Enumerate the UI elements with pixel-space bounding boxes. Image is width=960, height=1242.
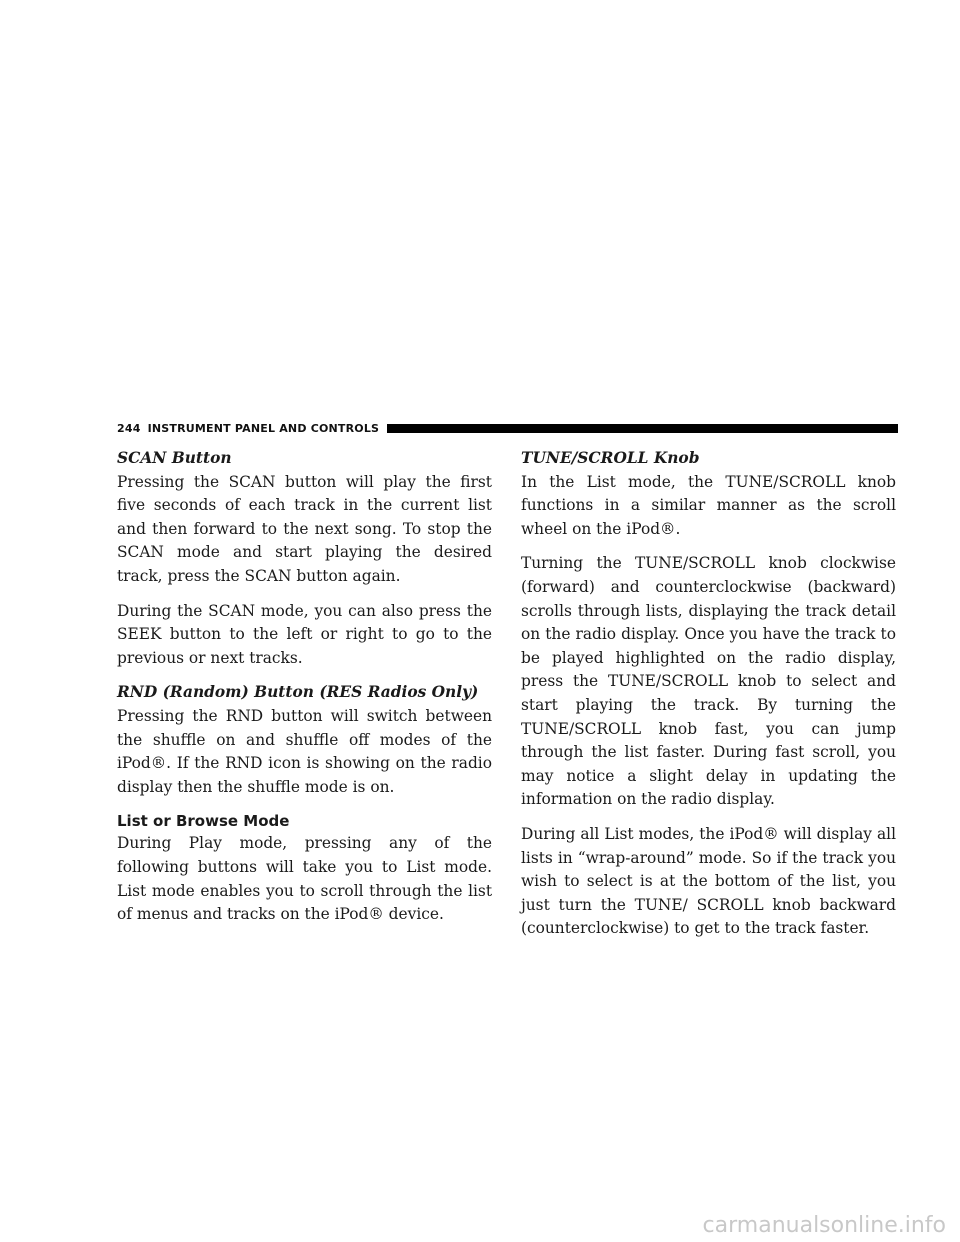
tune-paragraph-1: In the List mode, the TUNE/SCROLL knob functions in a similar manner as the scroll wheel on the iPod®. [521,472,896,538]
tune-paragraph-2: Turning the TUNE/SCROLL knob clockwise (forward) and counterclockwise (backward) scrolls through lists, displaying the track detail on the radio display. Once you have the track to be played highlighted on the radio display, press the TUNE/SCROLL knob to select and start playing the track. By turning the TUNE/SCROLL knob fast, you can jump through the list faster. During fast scroll, you may notice a slight delay in updating the information on the radio display. [521,554,896,809]
header-rule [387,424,898,433]
right-column [521,447,896,952]
scan-paragraph-1: Pressing the SCAN button will play the first five seconds of each track in the current list and then forward to the next song. To stop the SCAN mode and start playing the desired track, press the SCAN button again. [117,472,492,585]
page-number: 244 [117,421,141,435]
scan-button-heading: SCAN Button [117,449,232,467]
tune-paragraph-3: During all List modes, the iPod® will display all lists in “wrap-around” mode. So if the track you wish to select is at the bottom of the list, you just turn the TUNE/ SCROLL knob backward (counterclockwise) to get to the track faster. [521,824,896,938]
page-header [117,420,898,436]
tune-scroll-heading: TUNE/SCROLL Knob [521,449,700,467]
list-mode-paragraph: During Play mode, pressing any of the following buttons will take you to List mode. List mode enables you to scroll through the list of menus and tracks on the iPod® device. [117,834,492,924]
scan-paragraph-2: During the SCAN mode, you can also press the SEEK button to the left or right to go to the previous or next tracks. [117,601,492,667]
rnd-button-heading: RND (Random) Button (RES Radios Only) [117,683,479,702]
section-title: INSTRUMENT PANEL AND CONTROLS [147,421,380,435]
rnd-paragraph: Pressing the RND button will switch between the shuffle on and shuffle off modes of the iPod®. If the RND icon is showing on the radio display then the shuffle mode is on. [117,706,492,796]
site-watermark: carmanualsonline.info [702,1213,946,1238]
list-mode-heading: List or Browse Mode [117,812,290,831]
left-column [117,447,492,938]
